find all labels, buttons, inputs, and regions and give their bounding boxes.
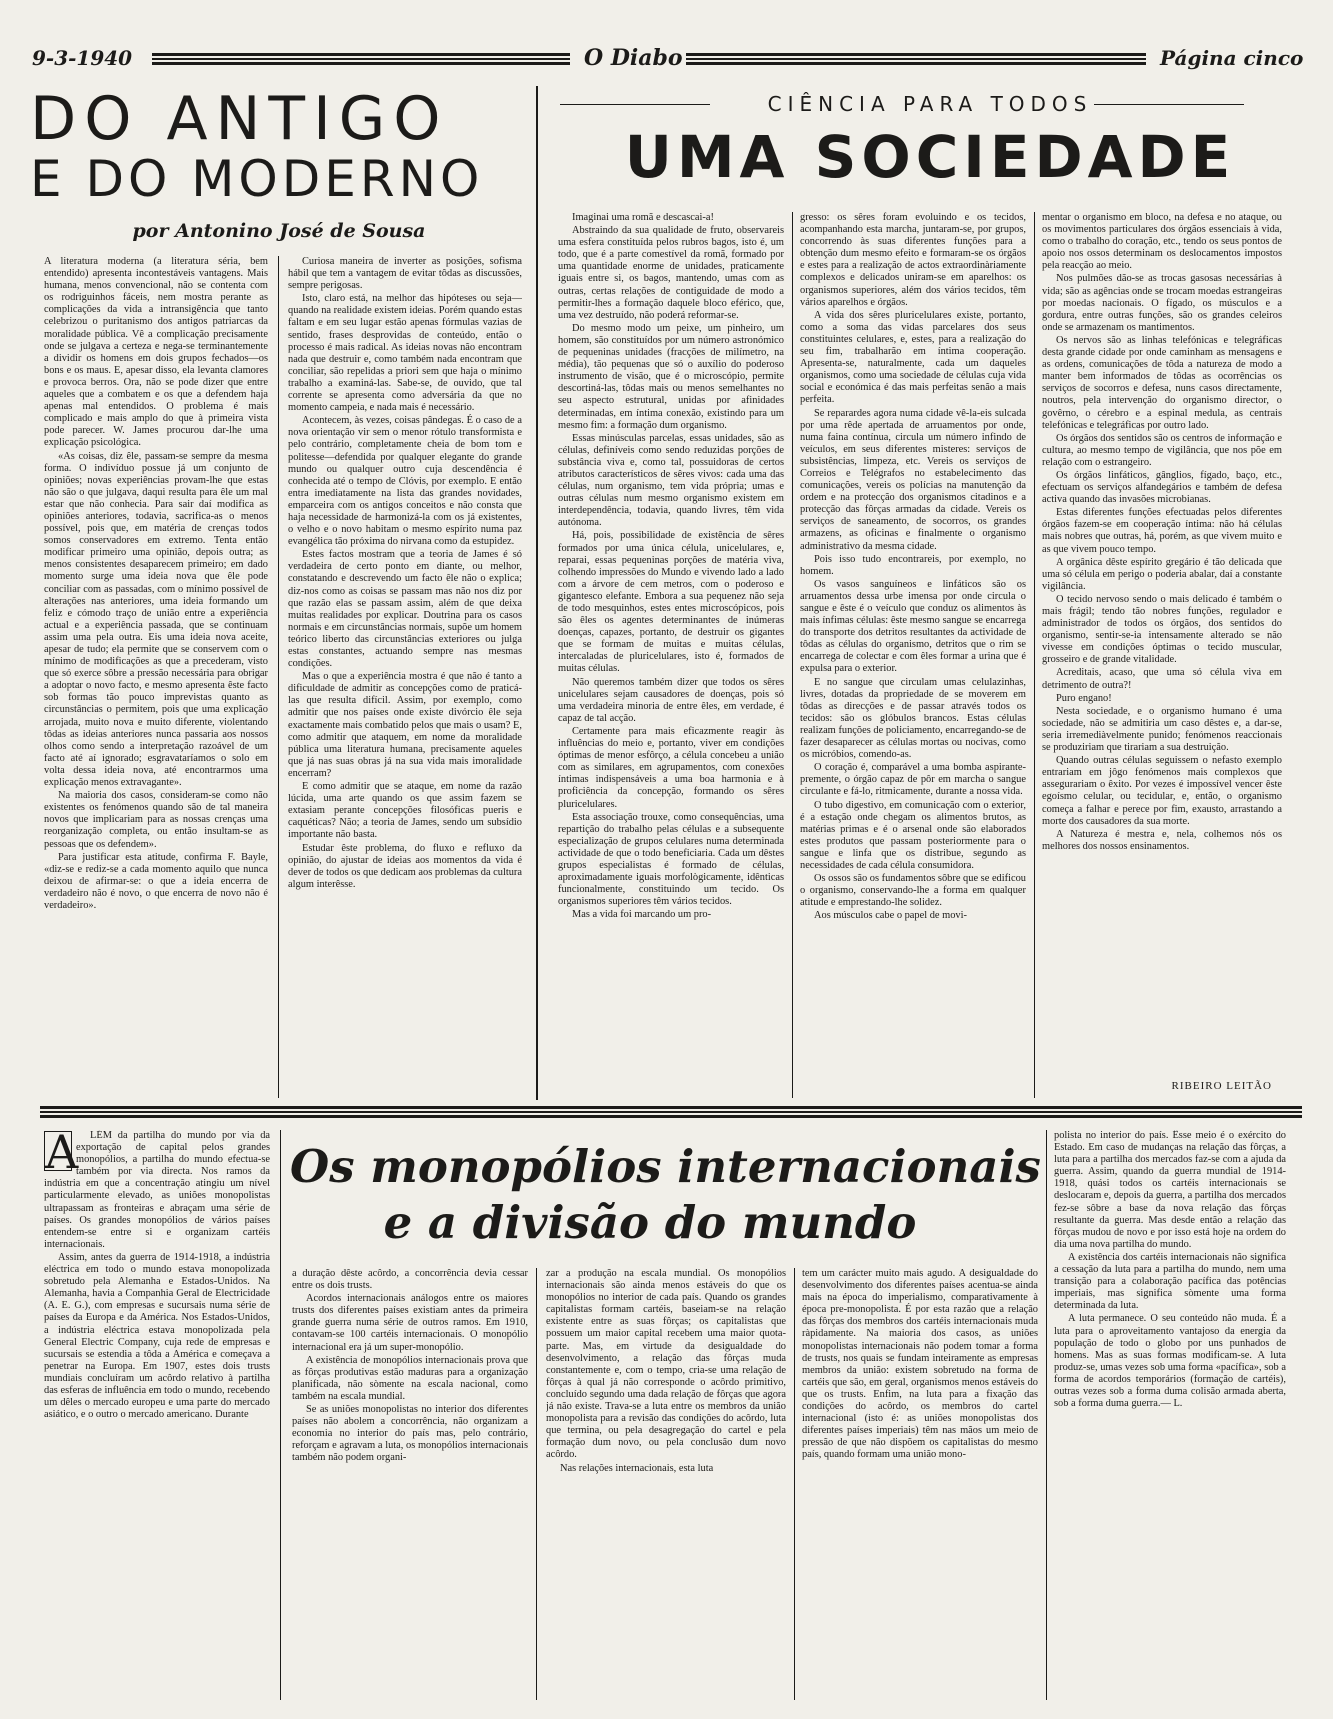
paragraph: Na maioria dos casos, consideram-se como não existentes os fenómenos quando são de tal maneira novos que implicariam para as nossas crenças uma reorganização completa, ou então insultam-se as pessoas que os defendem». (44, 790, 268, 850)
article-divider-vertical (536, 86, 538, 1100)
paragraph: Estas diferentes funções efectuadas pelos diferentes órgãos fazem-se em cooperação íntima: não há células mais nobres que outras, há, porém, as que vivem muito e as que vivem pouco tempo. (1042, 507, 1282, 555)
paragraph: Nos pulmões dão-se as trocas gasosas necessárias à vida; são as agências onde se trocam moedas estrangeiras por moedas nacionais. O fígado, os músculos e a gordura, entre outras funções, são os grandes celeiros onde se armazenam os mantimentos. (1042, 273, 1282, 333)
article3-column-5 (1054, 1130, 1286, 1705)
article3-column-4 (802, 1268, 1038, 1705)
article1-column-2 (288, 256, 522, 1100)
paragraph: Os órgãos linfáticos, gânglios, fígado, baço, etc., efectuam os serviços alfandegários e também de defesa activa quando das invasões microbianas. (1042, 469, 1282, 506)
paragraph: Essas minúsculas parcelas, essas unidades, são as células, definíveis como sendo reduzidas porções de substância viva e, como tal, possuidoras de certos atributos característicos de sêres vivos: cada uma das células, num organismo, tem vida própria; umas e outras células num mesmo organismo existem em interdependência, todavia, quando livres, têm vida autónoma. (558, 432, 784, 529)
paragraph: O tubo digestivo, em comunicação com o exterior, é a estação onde chegam os alimentos brutos, as matérias primas e é o arsenal onde são elaborados estes produtos que passam posteriormente para o sangue e linfa que os distribue, segundo as necessidades de cada célula consumidora. (800, 799, 1026, 871)
paragraph: A vida dos sêres pluricelulares existe, portanto, como a soma das vidas parcelares dos seus constituintes celulares, e, estes, para a realização do seu fim, trabalharão em íntima cooperação. Apresenta-se, naturalmente, cada um daqueles organismos, como uma sociedade de células cuja vida social e económica é das mais perfeitas senão a mais perfeita. (800, 309, 1026, 406)
paragraph: Assim, antes da guerra de 1914-1918, a indústria eléctrica em todo o mundo estava monopolizada sobretudo pela Alemanha e Estados-Unidos. Na Alemanha, havia a Companhia Geral de Electricidade (A. E. G.), com empresas e sucursais numa série de países da Europa e da América. Nos Estados-Unidos, a indústria eléctrica estava monopolizada pela General Electric Company, cuja rede de empresas e sucursais se estendia a tôda a América e começava a penetrar na Europa. Em 1907, estes dois trusts mundiais concluíram um acôrdo relativo à partilha das esferas de influência em todo o mundo, recebendo um dêles o mercado europeu e uma parte do mercado asiático, e o outro o mercado americano. Durante (44, 1251, 270, 1421)
paragraph: Há, pois, possibilidade de existência de sêres formados por uma única célula, unicelulares, e, reparai, essas pequeninas porções de matéria viva, colhendo impressões do Mundo e vivendo lado a lado com a árvore de cem metros, com o poderoso e gigantesco elefante. Embora a sua pequenez não seja de todo mesquinhos, estes entes microscópicos, pois são êles os agentes determinantes de inúmeras doenças, capazes, portanto, de destruir os gigantes que se formam de muitas e muitas células, intercaladas de pluricelulares, isto é, formados de muitas células. (558, 530, 784, 675)
paragraph: Mas o que a experiência mostra é que não é tanto a dificuldade de admitir as concepções como de praticá-las que resulta difícil. Assim, por exemplo, como admitir que nos países onde existe divórcio êle seja exactamente mais combatido pelos que mais o usam? E, como admitir que ataquem, em nome da moralidade pública uma literatura humana, precisamente aqueles que já nas suas obras já na sua vida mais imoralidade encerram? (288, 671, 522, 779)
paragraph: Pois isso tudo encontrareis, por exemplo, no homem. (800, 553, 1026, 577)
column-divider (792, 212, 793, 1098)
paragraph: Os vasos sanguíneos e linfáticos são os arruamentos dessa urbe imensa por onde circula o sangue e êste é o veículo que conduz os alimentos às mais ínfimas células: êste mesmo sangue se encarrega do transporte dos detritos resultantes da actividade de tôdas as células do organismo, detritos que o rim se encarrega de colectar e com êles formar a urina que é expulsa para o exterior. (800, 578, 1026, 675)
paragraph: A luta permanece. O seu conteúdo não muda. É a luta para o aproveitamento vantajoso da energia da população de todo o globo por uns punhados de homens. Mas as suas formas modificam-se. A luta produz-se, umas vezes sob uma forma «pacífica», sob a forma de acordos temporários (formação de cartéis), outras vezes sob a forma duma colisão armada aberta, sob a forma duma guerra.— L. (1054, 1313, 1286, 1410)
paragraph: Estes factos mostram que a teoria de James é só verdadeira de certo ponto em diante, ou melhor, constatando e descrevendo um facto êle não o explica; diz-nos como as coisas se passam mas não nos diz por que razão elas se passam assim, além de que deixa muitas realidades por explicar. Doutrina para os casos normais e em circunstâncias normais, supõe um homem teórico liberto das circunstâncias exteriores ou julga estas constantes, actuando sempre nas mesmas condições. (288, 549, 522, 670)
paragraph: Quando outras células seguissem o nefasto exemplo entrariam em jôgo fenómenos mais complexos que assegurariam o êxito. Por vezes é impossível vencer êste egoísmo celular, ou tecidular, e, então, o organismo começa a falhar e perece por fim, exausto, arrastando a morte dos causadores da sua morte. (1042, 755, 1282, 827)
paragraph: Abstraindo da sua qualidade de fruto, observareis uma esfera constituída pelos rubros bagos, isto é, um todo, que é a parte comestível da romã, formado por uma quantidade enorme de unidades, praticamente iguais entre si, os bagos, mantendo, umas com as outras, certas relações de contiguidade de modo a permitir-lhes a formação daquele bloco eférico, que, uma vez destruído, não poderá reformar-se. (558, 225, 784, 321)
paragraph: Acontecem, às vezes, coisas pândegas. É o caso de a nova orientação vir sem o menor rótulo transformista e pelo contrário, completamente cheia de bom tom e politesse—defendida por qualquer elegante do grande mundo ou qualquer outro cuja descendência é conhecida até o tempo de Clóvis, por exemplo. E então entra imediatamente na lista das grandes novidades, emparceira com os antigos conceitos e não consta que haja necessidade de harmonizá-la com os já existentes, o velho e o novo habitam o mesmo espírito numa paz evangélica tão próxima do nirvana como da estupidez. (288, 415, 522, 548)
article2-column-3 (1042, 212, 1282, 1074)
page-number: Página cinco (1160, 46, 1304, 70)
article1-title-line2: E DO MODERNO (30, 150, 484, 208)
kicker-rule-left (560, 104, 710, 105)
article2-kicker: CIÊNCIA PARA TODOS (767, 92, 1093, 116)
masthead-rule-left (152, 53, 570, 65)
paragraph: mentar o organismo em bloco, na defesa e no ataque, ou os movimentos particulares dos órgãos essenciais à vida, como o trabalho do coração, etc., tendo os seus pontos de apoio nos ossos determinam os deslocamentos impostos pela reacção ao meio. (1042, 212, 1282, 272)
article3-column-1 (44, 1130, 270, 1705)
paragraph: A Natureza é mestra e, nela, colhemos nós os melhores dos nossos ensinamentos. (1042, 828, 1282, 852)
column-divider (1034, 212, 1035, 1098)
paragraph: O tecido nervoso sendo o mais delicado é também o mais frágil; tendo tão nobres funções, regulador e administrador de todos os órgãos, dos sentidos do organismo, sentir-se-ia intensamente alterado se não vivesse em condições óptimas o tecido muscular, grosseiro e de grande vitalidade. (1042, 593, 1282, 666)
paragraph: LÉM da partilha do mundo por via da exportação de capital pelos grandes monopólios, a partilha do mundo efectua-se também por via directa. Nos ramos da indústria em que a concentração atingiu um nível particularmente elevado, as uniões monopolistas ultrapassam as fronteiras e abraçam uma série de países. Os grandes monopólios de vários países entendem-se entre si e organizam cartéis internacionais. (44, 1130, 270, 1250)
paragraph: «As coisas, diz êle, passam-se sempre da mesma forma. O indivíduo possue já um conjunto de opiniões; novas experiências provam-lhe que estas não são o que julgava, daqui resulta para êle um mal estar que não conhecia. Para sair daí modifica as opiniões anteriores, todavia, sacrifica-as o menos possível, pois que, em matéria de crenças todos somos conservadores em extremo. Tenta então modificar primeiro uma opinião, depois outra; as menos consistentes desaparecem primeiro; em dado momento surge uma ideia nova que êle pode conciliar com as passadas, com o mínimo possível de alterações nas anteriores, uma ideia formando um feliz e cómodo traço de união entre a experiência actual e a experiência passada, que se continuam assim uma pela outra. Eis uma ideia nova aceite, apesar de tudo; ela permite que se conservem com o mínimo de modificações as que a precederam, visto que só exerce sôbre a pressão necessária para obrigar a adoptar o novo facto, e mesmo apresenta êste facto sob formas tão pouco imprevistas quanto as circunstâncias o permitem, pois que uma explicação arrojada, muito nova e muito diferente, violentando tôdas as ideias anteriores nunca passaria aos nossos olhos como sendo a interpretação razoável de um facto até aí ignorado; esgravataríamos o solo em volta dessa ideia nova, até encontrarmos uma explicação menos extravagante». (44, 450, 268, 789)
paragraph: zar a produção na escala mundial. Os monopólios internacionais são ainda menos estáveis do que os monopólios no interior de cada país. Quando os grandes capitalistas formam cartéis, baseiam-se na relação existente entre as suas fôrças; os capitalistas que possuem um maior capital recebem uma maior quota-parte. Mas, em virtude da desigualdade do desenvolvimento, a relação das fôrças muda constantemente e, com o tempo, cria-se uma relação de fôrças à qual já não corresponde o acôrdo primitivo, concluído segundo uma dada relação de fôrças que agora já não existe. Trava-se a luta entre os membros da união monopolista para a revisão das condições do acôrdo, luta que termina, ou pela desagregação do cartel e pela formação dum novo, ou pela conclusão dum novo acôrdo. (546, 1268, 786, 1461)
paragraph: Do mesmo modo um peixe, um pinheiro, um homem, são constituídos por um número astronómico de pequeninas unidades (fracções de milímetro, na média), tão pequenas que só o auxílio do poderoso instrumento de visão, que é o microscópio, permite descortiná-las, tôdas mais ou menos semelhantes no seu aspecto estrutural, unidas por afinidades determinadas, em íntima conexão, existindo para um mesmo fim: a formação dum organismo. (558, 322, 784, 431)
section-divider-horizontal (40, 1106, 1302, 1118)
issue-date: 9-3-1940 (32, 46, 133, 70)
newspaper-name: O Diabo (584, 45, 683, 71)
article2-column-1 (558, 212, 784, 1100)
article2-title: UMA SOCIEDADE (624, 123, 1236, 191)
paragraph: Nesta sociedade, e o organismo humano é uma sociedade, não se admitiria um caso dêstes e, a dar-se, seria irremediàvelmente punido; fenómenos reaccionais se produziriam que tirariam a sua destruição. (1042, 705, 1282, 754)
article3-title-line2: e a divisão do mundo (383, 1196, 917, 1249)
paragraph: Acreditais, acaso, que uma só célula viva em detrimento de outra?! (1042, 667, 1282, 691)
paragraph: Os ossos são os fundamentos sôbre que se edificou o organismo, conservando-lhe a forma em qualquer atitude e emprestando-lhe solidez. (800, 873, 1026, 909)
paragraph: Isto, claro está, na melhor das hipóteses ou seja—quando na realidade existem ideias. Porém quando estas faltam e em seu lugar estão apenas fórmulas vazias de sentido, frases desprovidas de conteúdo, então o processo é mais radical. As ideias novas não encontram nada que destruir e, como também nada encontram que conciliar, são repelidas a priori sem que haja o mínimo trabalho a examiná-las. Sabe-se, de ouvido, que tal corrente se apresenta como adversária da que no momento campeia, e nada mais é necessário. (288, 293, 522, 414)
article1-column-1 (44, 256, 268, 1100)
paragraph: A existência dos cartéis internacionais não significa a cessação da luta para a partilha do mundo, nem uma transição para a colaboração pacífica das potências imperiais, mas significa sòmente uma forma determinada da luta. (1054, 1251, 1286, 1312)
paragraph: A literatura moderna (a literatura séria, bem entendido) apresenta incontestáveis vantagens. Mais humana, menos convencional, não se contenta com os rodriguinhos fáceis, nem mostra perante as complicações da vida a intransigência que tanto celebrizou o puritanismo dos antigos patriarcas da moralidade pública. Vê a complicação precisamente onde se julgava a certeza e nega-se terminantemente a dividir os homens em dois grupos fechados—os bons e os maus. E, apesar disso, ela levanta clamores e provoca berros. Ora, não se pode dizer que entre aqueles que a combatem e os que a defendem haja apenas mal entendidos. O problema é mais complicado e mais amplo do que à primeira vista pode parecer. W. James procurou dar-lhe uma explicação psicológica. (44, 256, 268, 449)
article2-signature: RIBEIRO LEITÃO (1171, 1080, 1272, 1092)
paragraph: Os órgãos dos sentidos são os centros de informação e cultura, ao mesmo tempo de vigilância, que nos põe em relação com o estrangeiro. (1042, 432, 1282, 468)
kicker-rule-right (1094, 104, 1244, 105)
paragraph: Curiosa maneira de inverter as posições, sofisma hábil que tem a vantagem de evitar tôdas as discussões, sempre perigosas. (288, 256, 522, 292)
paragraph: E como admitir que se ataque, em nome da razão lúcida, uma arte quando os que assim fazem se extasiam perante concepções filosóficas pueris e caquéticas? Não; a teoria de James, sendo um subsídio importante não basta. (288, 781, 522, 841)
column-divider (278, 256, 279, 1098)
paragraph: Se as uniões monopolistas no interior dos diferentes países não abolem a concorrência, não organizam a economia no interior do país mas, pelo contrário, reforçam e agravam a luta, os monopólios internacionais também não podem organi- (292, 1404, 528, 1464)
column-divider (794, 1268, 795, 1700)
article3-column-2 (292, 1268, 528, 1705)
column-divider (536, 1268, 537, 1700)
paragraph: Se reparardes agora numa cidade vê-la-eis sulcada por uma rêde apertada de arruamentos por onde, numa faina contínua, circula um número infindo de veículos, em seus diferentes misteres: serviços de subsistências, limpeza, etc. Vereis os serviços de Correios e Telégrafos no estabelecimento das comunicações, vereis os polícias na manutenção da ordem e na protecção dos organismos citadinos e a protecção das fôrças armadas da cidade. Vereis os serviços de saneamento, de socorros, os grandes armazens, as oficinas e finalmente o organismo administrativo da mesma cidade. (800, 407, 1026, 552)
article2-column-2 (800, 212, 1026, 1100)
article1-title-line1: DO ANTIGO (30, 84, 449, 154)
paragraph: Imaginai uma romã e descascai-a! (572, 212, 714, 223)
paragraph: Puro engano! (1056, 692, 1112, 704)
paragraph: E no sangue que circulam umas celulazinhas, livres, dotadas da propriedade de se moverem em tôdas as direcções e de passar através todos os tecidos: são os glóbulos brancos. Estas células realizam funções de policiamento, encarregando-se de fazer desaparecer as células mortas ou nocivas, como os micróbios, comendo-as. (800, 676, 1026, 761)
paragraph: Não queremos também dizer que todos os sêres unicelulares sejam causadores de doenças, pois só uma verdadeira minoria de entre êles, em verdade, é capaz de tal acção. (558, 676, 784, 724)
paragraph: A orgânica dêste espírito gregário é tão delicada que uma só célula em perigo o poderia abalar, daí a constante vigilância. (1042, 556, 1282, 592)
paragraph: gresso: os sêres foram evoluindo e os tecidos, acompanhando esta marcha, juntaram-se, por grupos, concorrendo às suas diferentes funções para a obtenção dum mesmo efeito e formaram-se os órgãos e estes para a realização de actos extraordinàriamente complexos e delicados uniram-se em aparelhos: os organismos superiores, além dos vários tecidos, têm vários aparelhos e órgãos. (800, 212, 1026, 308)
paragraph: O coração é, comparável a uma bomba aspirante-premente, o órgão capaz de pôr em marcha o sangue circulante e fá-lo, ritmicamente, durante a nossa vida. (800, 762, 1026, 798)
paragraph: Os nervos são as linhas telefónicas e telegráficas desta grande cidade por onde caminham as mensagens e as ordens, comunicações de tôda a natureza de modo a manter bem informados de tôdas as ocorrências os serviços de socorros e defesa, nuns casos directamente, noutros, pela intervenção do organismo director, o govêrno, o cérebro e a espinal medula, as centrais telefónicas e telegráficas por outro lado. (1042, 334, 1282, 431)
article1-byline: por Antonino José de Sousa (132, 220, 426, 242)
paragraph: Mas a vida foi marcando um pro- (572, 909, 712, 921)
article3-column-3 (546, 1268, 786, 1705)
paragraph: Acordos internacionais análogos entre os maiores trusts dos diferentes países existiam antes da primeira grande guerra numa série de outros ramos. Em 1910, contavam-se 100 cartéis internacionais. O monopólio internacional era já um super-monopólio. (292, 1293, 528, 1353)
column-divider (280, 1130, 281, 1700)
paragraph: tem um carácter muito mais agudo. A desigualdade do desenvolvimento dos diferentes países acentua-se ainda mais na época do imperialismo, comparativamente à época pre-monopolista. É por esta razão que a relação das fôrças dos membros dos cartéis internacionais muda ràpidamente. Na maioria dos casos, as uniões monopolistas internacionais não podem tomar a forma de trusts, nos quais se fundam inteiramente as empresas membros da união: existem sobretudo na forma de cartéis que são, em geral, organismos menos estáveis do que os trusts. Enfim, na luta para a fixação das condições do acôrdo, os membros do cartel internacional (isto é: as uniões monopolistas dos diferentes países imperiais) têm nas mãos um meio de pressão de que não dispõem os capitalistas do mesmo país, quando formam uma união mono- (802, 1268, 1038, 1461)
paragraph: Certamente para mais eficazmente reagir às influências do meio e, portanto, viver em condições óptimas de menor esfôrço, a célula concebeu a união com as similares, em agrupamentos, com conexões íntimas indispensáveis a uma boa harmonia e à proficiência da concepção, formando os sêres pluricelulares. (558, 725, 784, 810)
masthead-rule-right (686, 53, 1146, 65)
paragraph: Nas relações internacionais, esta luta (560, 1462, 714, 1474)
paragraph: Esta associação trouxe, como consequências, uma repartição do trabalho pelas células e a subsequente especialização de grupos celulares numa determinada actividade de que o todo beneficiaria. Cada um dêstes grupos especialistas é formado de células, aproximadamente iguais morfològicamente, idênticas funcionalmente, constituindo um tecido. Os organismos superiores têm vários tecidos. (558, 811, 784, 908)
paragraph: Aos músculos cabe o papel de movi- (814, 910, 967, 922)
paragraph: a duração dêste acôrdo, a concorrência devia cessar entre os dois trusts. (292, 1268, 528, 1292)
paragraph: A existência de monopólios internacionais prova que as fôrças produtivas estão maduras para a organização planificada, não sòmente na escala nacional, como também na escala mundial. (292, 1354, 528, 1402)
column-divider (1046, 1130, 1047, 1700)
drop-cap: A (45, 1130, 79, 1179)
article3-title-line1: Os monopólios internacionais (290, 1140, 1041, 1193)
paragraph: Para justificar esta atitude, confirma F. Bayle, «diz-se e rediz-se a cada momento aquilo que nunca deixou de afirmar-se: o que a ideia encerra de verdadeiro não é novo, o que encerra de novo não é verdadeiro». (44, 851, 268, 911)
paragraph: polista no interior do país. Êsse meio é o exército do Estado. Em caso de mudanças na relação das fôrças, a luta para a partilha dos mercados faz-se com a ajuda da guerra. Assim, quando da guerra mundial de 1914-1918, quási todos os cartéis internacionais se deslocaram e, depois da guerra, a partilha dos mercados fez-se sôbre a base da nova relação das fôrças resultante da guerra. Mas desde então a relação das fôrças mudou de novo e por isso está hoje na ordem do dia uma nova partilha do mundo. (1054, 1130, 1286, 1250)
paragraph: Estudar êste problema, do fluxo e refluxo da opinião, do ajustar de ideias aos momentos da vida é dever de todos os que dedicam aos problemas da cultura algum interêsse. (288, 842, 522, 890)
